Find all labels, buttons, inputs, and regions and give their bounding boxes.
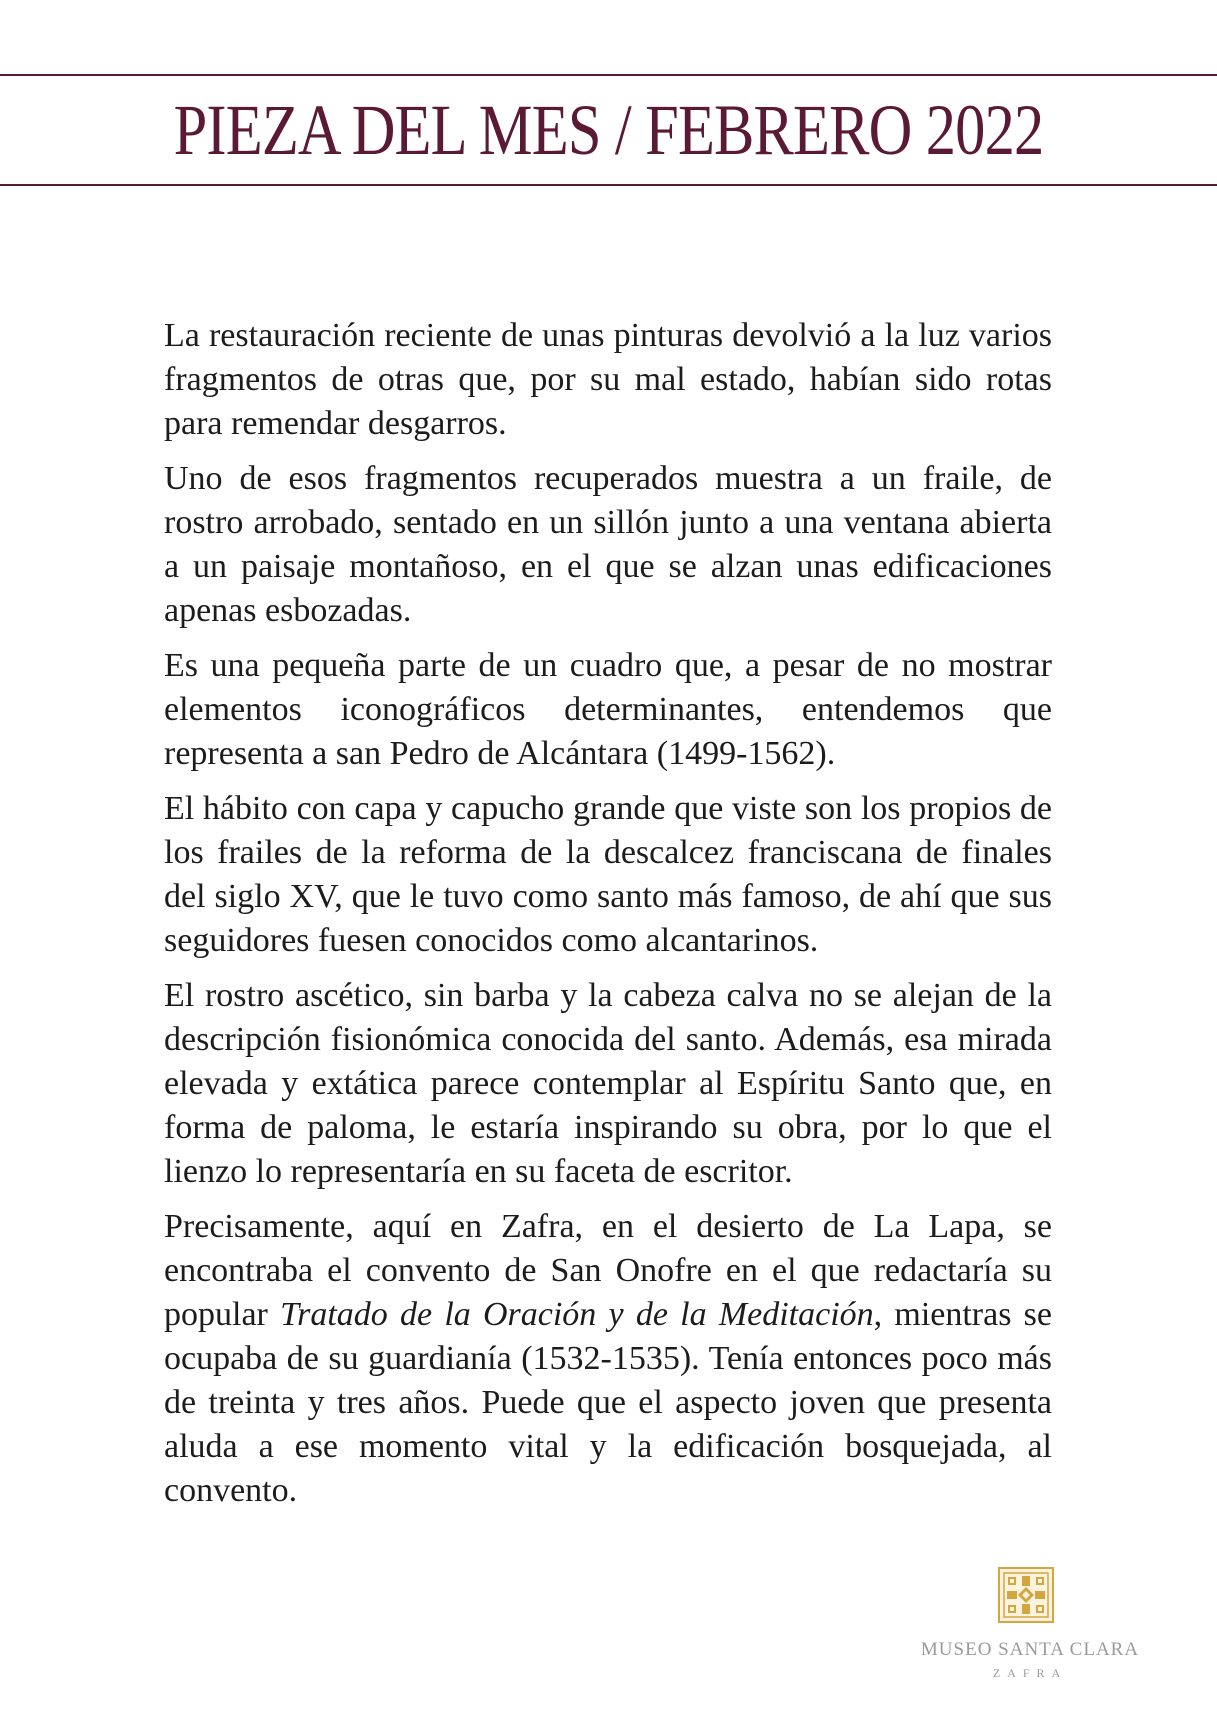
paragraph-6-text-end: , mientras se ocupaba de su guardianía (1532-1535). Tenía entonces poco más de treinta y tres años. Puede que el aspecto joven que presenta aluda a ese momento vital y la edificación bosquejada, al convento. [164, 1296, 1052, 1509]
page-title: PIEZA DEL MES / FEBRERO 2022 [173, 90, 1044, 170]
paragraph-5: El rostro ascético, sin barba y la cabeza calva no se alejan de la descripción fisionómica conocida del santo. Además, esa mirada elevada y extática parece contemplar al Espíritu Santo que, en forma de paloma, le estaría inspirando su obra, por lo que el lienzo lo representaría en su faceta de escritor. [164, 977, 1052, 1190]
book-title: Tratado de la Oración y de la Meditación [280, 1296, 874, 1333]
paragraph-3: Es una pequeña parte de un cuadro que, a pesar de no mostrar elementos iconográficos determinantes, entendemos que representa a san Pedro de Alcántara (1499-1562). [164, 647, 1052, 772]
museum-name: MUSEO SANTA CLARA [920, 1639, 1140, 1660]
museum-city: ZAFRA [992, 1666, 1068, 1680]
article-body [164, 314, 1052, 1524]
paragraph-6-text-start: Precisamente, aquí en Zafra, en el desierto de La Lapa, se encontraba el convento de San Onofre en el que redactaría su popular [164, 1208, 1052, 1333]
paragraph-2: Uno de esos fragmentos recuperados muestra a un fraile, de rostro arrobado, sentado en un sillón junto a una ventana abierta a un paisaje montañoso, en el que se alzan unas edificaciones apenas esbozadas. [164, 460, 1052, 629]
museum-logo-icon [998, 1567, 1054, 1623]
page-header [0, 74, 1217, 186]
paragraph-1: La restauración reciente de unas pinturas devolvió a la luz varios fragmentos de otras que, por su mal estado, habían sido rotas para remendar desgarros. [164, 317, 1052, 442]
paragraph-6 [164, 1205, 1052, 1513]
paragraph-4: El hábito con capa y capucho grande que viste son los propios de los frailes de la reforma de la descalcez franciscana de finales del siglo XV, que le tuvo como santo más famoso, de ahí que sus seguidores fuesen conocidos como alcantarinos. [164, 790, 1052, 959]
